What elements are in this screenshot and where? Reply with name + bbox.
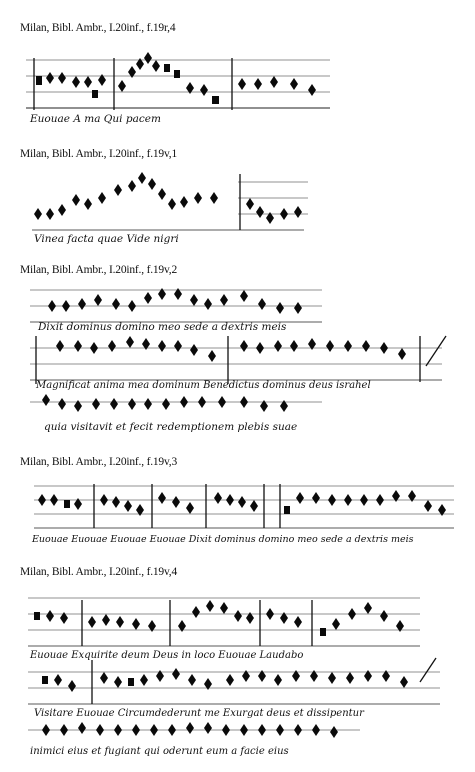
neume-mark xyxy=(208,350,216,362)
neume-mark xyxy=(38,494,46,506)
neume-mark xyxy=(152,60,160,72)
neume-mark xyxy=(280,208,288,220)
chant-text-2: Vinea facta quae Vide nigri xyxy=(34,233,179,245)
neume-mark xyxy=(158,340,166,352)
neume-mark xyxy=(332,618,340,630)
neume-mark xyxy=(42,676,48,684)
neume-mark xyxy=(188,674,196,686)
neume-mark xyxy=(100,672,108,684)
staff-image-3 xyxy=(22,284,452,439)
neume-mark xyxy=(158,188,166,200)
neume-mark xyxy=(198,396,206,408)
neume-mark xyxy=(226,674,234,686)
neume-mark xyxy=(294,206,302,218)
neume-mark xyxy=(246,198,254,210)
neume-mark xyxy=(128,300,136,312)
neume-mark xyxy=(380,342,388,354)
neume-mark xyxy=(240,290,248,302)
manuscript-excerpt-2 xyxy=(28,168,308,248)
neume-mark xyxy=(46,208,54,220)
neume-mark xyxy=(250,500,258,512)
neume-mark xyxy=(294,302,302,314)
neume-mark xyxy=(144,292,152,304)
neume-mark xyxy=(364,602,372,614)
neume-mark xyxy=(34,208,42,220)
neume-mark xyxy=(296,492,304,504)
neume-mark xyxy=(102,614,110,626)
barline xyxy=(420,658,436,682)
neume-mark xyxy=(200,84,208,96)
neume-mark xyxy=(346,672,354,684)
neume-mark xyxy=(344,494,352,506)
neume-mark xyxy=(294,616,302,628)
neume-mark xyxy=(92,90,98,98)
neume-mark xyxy=(180,196,188,208)
neume-mark xyxy=(284,506,290,514)
neume-mark xyxy=(138,172,146,184)
neume-mark xyxy=(68,680,76,692)
neume-mark xyxy=(218,396,226,408)
neume-mark xyxy=(50,494,58,506)
neume-mark xyxy=(312,724,320,736)
chant-text-5a: Euouae Exquirite deum Deus in loco Euouae Laudabo xyxy=(30,650,304,661)
neume-mark xyxy=(34,612,40,620)
neume-mark xyxy=(294,724,302,736)
neume-mark xyxy=(108,340,116,352)
manuscript-excerpt-4 xyxy=(28,480,458,550)
neume-mark xyxy=(204,298,212,310)
chant-text-4: Euouae Euouae Euouae Euouae Dixit dominus domino meo sede a dextris meis xyxy=(32,534,414,545)
neume-mark xyxy=(328,494,336,506)
chant-text-3c: quia visitavit et fecit redemptionem plebis suae xyxy=(44,421,298,433)
neume-mark xyxy=(36,76,42,85)
neume-mark xyxy=(58,204,66,216)
excerpt-caption-3: Milan, Bibl. Ambr., I.20inf., f.19v,2 xyxy=(20,264,178,276)
neume-mark xyxy=(128,180,136,192)
neume-mark xyxy=(290,340,298,352)
staff-image-4 xyxy=(28,480,458,550)
neume-mark xyxy=(114,724,122,736)
neume-mark xyxy=(164,64,170,72)
neume-mark xyxy=(126,336,134,348)
neume-mark xyxy=(92,398,100,410)
staff-image-1 xyxy=(18,46,330,126)
neume-mark xyxy=(128,398,136,410)
neume-mark xyxy=(172,496,180,508)
neume-mark xyxy=(206,600,214,612)
neume-mark xyxy=(234,610,242,622)
neume-mark xyxy=(168,198,176,210)
neume-mark xyxy=(172,668,180,680)
neume-mark xyxy=(42,394,50,406)
neume-mark xyxy=(240,340,248,352)
neume-mark xyxy=(308,84,316,96)
neume-mark xyxy=(312,492,320,504)
neume-mark xyxy=(140,674,148,686)
neume-mark xyxy=(180,396,188,408)
neume-mark xyxy=(256,342,264,354)
chant-text-5c: inimici eius et fugiant qui oderunt eum a facie eius xyxy=(30,746,289,757)
neume-mark xyxy=(238,496,246,508)
neume-mark xyxy=(110,398,118,410)
neume-mark xyxy=(254,78,262,90)
neume-mark xyxy=(210,192,218,204)
neume-mark xyxy=(148,178,156,190)
neume-mark xyxy=(84,198,92,210)
neume-mark xyxy=(192,606,200,618)
neume-mark xyxy=(380,610,388,622)
excerpt-caption-2: Milan, Bibl. Ambr., I.20inf., f.19v,1 xyxy=(20,148,178,160)
neume-mark xyxy=(270,76,278,88)
neume-mark xyxy=(290,78,298,90)
neume-mark xyxy=(84,76,92,88)
neume-mark xyxy=(266,608,274,620)
neume-mark xyxy=(150,724,158,736)
neume-mark xyxy=(162,398,170,410)
neume-mark xyxy=(60,724,68,736)
neume-mark xyxy=(74,340,82,352)
neume-mark xyxy=(96,724,104,736)
neume-mark xyxy=(220,294,228,306)
neume-mark xyxy=(174,70,180,78)
neume-mark xyxy=(100,494,108,506)
neume-mark xyxy=(362,340,370,352)
neume-mark xyxy=(214,492,222,504)
neume-mark xyxy=(240,724,248,736)
neume-mark xyxy=(114,676,122,688)
neume-mark xyxy=(398,348,406,360)
neume-mark xyxy=(78,298,86,310)
neume-mark xyxy=(116,616,124,628)
manuscript-excerpt-3 xyxy=(22,284,452,439)
neume-mark xyxy=(226,494,234,506)
staff-image-5 xyxy=(20,590,450,765)
excerpt-caption-5: Milan, Bibl. Ambr., I.20inf., f.19v,4 xyxy=(20,566,178,578)
neume-mark xyxy=(144,398,152,410)
neume-mark xyxy=(78,722,86,734)
neume-mark xyxy=(118,80,126,92)
barline xyxy=(426,336,446,366)
neume-mark xyxy=(190,344,198,356)
neume-mark xyxy=(360,494,368,506)
neume-mark xyxy=(190,294,198,306)
neume-mark xyxy=(186,722,194,734)
neume-mark xyxy=(46,610,54,622)
neume-mark xyxy=(64,500,70,508)
staff-lines xyxy=(26,60,330,108)
neume-mark xyxy=(222,724,230,736)
chant-text-5b: Visitare Euouae Circumdederunt me Exurgat deus et dissipentur xyxy=(34,708,364,719)
neume-mark xyxy=(168,724,176,736)
excerpt-caption-1: Milan, Bibl. Ambr., I.20inf., f.19r,4 xyxy=(20,22,176,34)
neume-mark xyxy=(58,72,66,84)
neume-mark xyxy=(258,724,266,736)
staff-lines xyxy=(34,486,454,528)
neume-mark xyxy=(326,340,334,352)
manuscript-excerpt-5 xyxy=(20,590,450,765)
neume-mark xyxy=(258,298,266,310)
neume-mark xyxy=(48,300,56,312)
neume-mark xyxy=(174,340,182,352)
neume-mark xyxy=(132,724,140,736)
neume-mark xyxy=(72,194,80,206)
neume-mark xyxy=(88,616,96,628)
neume-mark xyxy=(128,678,134,686)
chant-text-3b: Magnificat anima mea dominum Benedictus dominus deus israhel xyxy=(36,380,371,391)
neume-mark xyxy=(320,628,326,636)
neume-mark xyxy=(144,52,152,64)
neume-mark xyxy=(186,502,194,514)
neume-mark xyxy=(276,302,284,314)
neume-mark xyxy=(132,618,140,630)
manuscript-excerpt-1 xyxy=(18,46,330,126)
neume-mark xyxy=(94,294,102,306)
neume-mark xyxy=(98,192,106,204)
neume-mark xyxy=(46,72,54,84)
neume-mark xyxy=(72,76,80,88)
neume-mark xyxy=(42,724,50,736)
neume-mark xyxy=(274,340,282,352)
neume-mark xyxy=(62,300,70,312)
neume-mark xyxy=(124,500,132,512)
neume-mark xyxy=(344,340,352,352)
neume-mark xyxy=(376,494,384,506)
neume-mark xyxy=(204,722,212,734)
neume-mark xyxy=(112,496,120,508)
neume-mark xyxy=(58,398,66,410)
staff-image-2 xyxy=(28,168,308,248)
neume-mark xyxy=(158,492,166,504)
neume-mark xyxy=(240,396,248,408)
neume-mark xyxy=(54,674,62,686)
neume-mark xyxy=(274,674,282,686)
neume-mark xyxy=(256,206,264,218)
neume-mark xyxy=(212,96,219,104)
neume-mark xyxy=(112,298,120,310)
neume-mark xyxy=(330,726,338,738)
neume-mark xyxy=(424,500,432,512)
neume-mark xyxy=(194,192,202,204)
chant-text-3a: Dixit dominus domino meo sede a dextris meis xyxy=(38,321,287,333)
neume-mark xyxy=(220,602,228,614)
neume-mark xyxy=(276,724,284,736)
neume-mark xyxy=(348,608,356,620)
neume-mark xyxy=(114,184,122,196)
excerpt-caption-4: Milan, Bibl. Ambr., I.20inf., f.19v,3 xyxy=(20,456,178,468)
neume-mark xyxy=(90,342,98,354)
neume-mark xyxy=(400,676,408,688)
neume-mark xyxy=(56,340,64,352)
neume-mark xyxy=(238,78,246,90)
neume-mark xyxy=(328,672,336,684)
chant-text-1: Euouae A ma Qui pacem xyxy=(30,113,161,125)
